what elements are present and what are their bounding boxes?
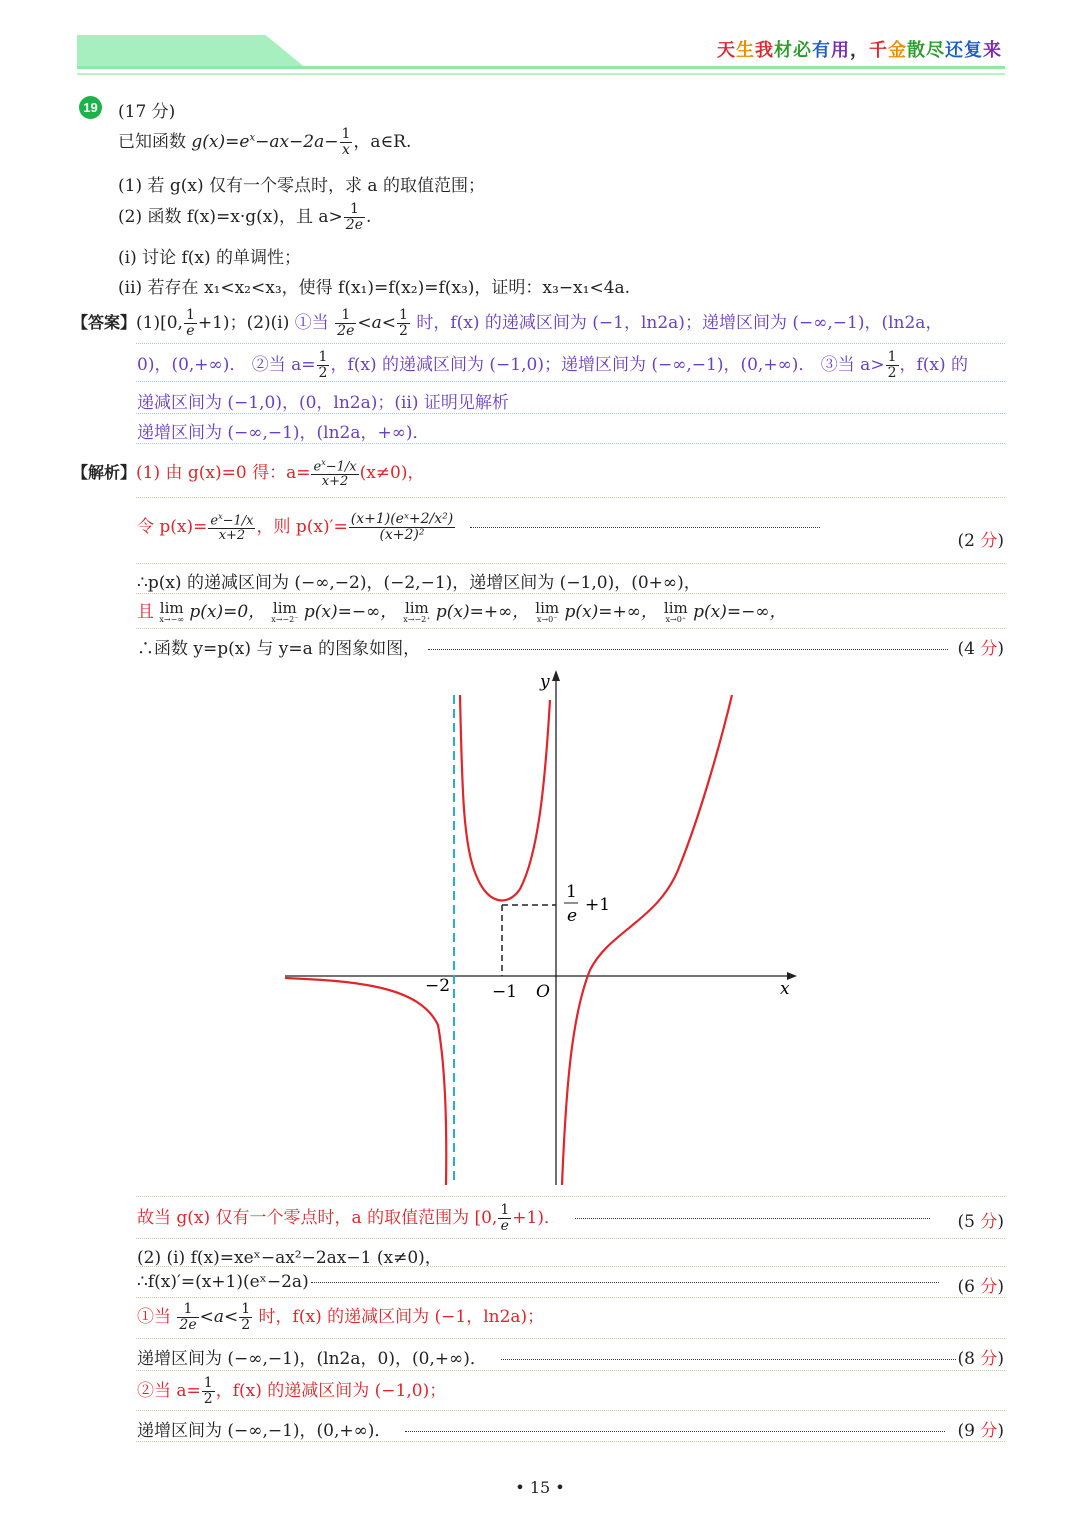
- solution-line-12: [137, 1416, 945, 1441]
- q2-frac-den: 2e: [345, 217, 363, 233]
- header-rule-thin: [77, 73, 1005, 75]
- answer-line-2: [137, 350, 968, 381]
- answer-l2-frac2-den: 2: [887, 365, 897, 381]
- score-8-text: (8 分): [957, 1349, 1004, 1369]
- header-motto: [717, 36, 1002, 62]
- solution-rule-10: [136, 1370, 1005, 1371]
- limit-expr: lim x→−2⁻: [271, 599, 299, 624]
- stem-frac-den: x: [342, 142, 350, 158]
- answer-l1-frac2-den: 2e: [337, 323, 355, 339]
- motto-char: 散: [907, 40, 926, 61]
- solution-rule-8: [136, 1297, 1005, 1298]
- stem-sup: x: [249, 132, 256, 144]
- stem-tail: ，a∈R.: [353, 132, 412, 152]
- solution-s12-text: 递增区间为 (−∞,−1)，(0,+∞)．: [137, 1421, 392, 1441]
- point-label-num: 1: [566, 882, 577, 902]
- motto-char: 我: [755, 40, 774, 61]
- solution-s9-b: <a<: [199, 1307, 239, 1327]
- answer-l1-c: ①当: [294, 313, 335, 333]
- solution-s9-a: ①当: [137, 1307, 177, 1327]
- motto-char: ，: [850, 40, 869, 61]
- solution-rule-4: [136, 628, 1005, 629]
- solution-s2-den: (x+2)²: [379, 527, 425, 543]
- limit-value: p(x)=+∞，: [430, 602, 530, 622]
- solution-s2-b: ，则 p(x)′=: [256, 517, 348, 537]
- y-axis-arrow: [552, 670, 560, 681]
- motto-char: 生: [736, 40, 755, 61]
- curve-right-branch: [562, 695, 732, 1185]
- answer-rule-1: [136, 343, 1005, 344]
- solution-rule-3: [136, 593, 1005, 594]
- motto-char: 材: [774, 40, 793, 61]
- problem-stem: [118, 127, 411, 158]
- q2-prefix: (2) 函数 f(x)=x·g(x)，且 a>: [118, 207, 343, 227]
- solution-s9-c: 时，f(x) 的递减区间为 (−1，ln2a)；: [253, 1307, 545, 1327]
- solution-line-8: [137, 1272, 939, 1292]
- solution-line-4: [137, 597, 793, 624]
- answer-rule-3: [136, 413, 1005, 414]
- solution-line-9: ①当 $\frac{1}{2e}$ <a< $\frac{1}{2}$ 时，f(x) 的递减区间为 (−1，ln2a)；: [137, 1301, 545, 1333]
- solution-line-11: ②当 a= $\frac{1}{2}$ ，f(x) 的递减区间为 (−1,0)；: [137, 1375, 447, 1407]
- solution-rule-5: [136, 1196, 1005, 1197]
- solution-line-10: [137, 1344, 956, 1369]
- motto-char: 尽: [926, 40, 945, 61]
- solution-s11-b: ，f(x) 的递减区间为 (−1,0)；: [215, 1381, 447, 1401]
- curve-middle-branch: [460, 695, 550, 901]
- limit-value: p(x)=0，: [184, 602, 266, 622]
- page-number: • 15 •: [515, 1478, 565, 1497]
- solution-s4-a: 且: [137, 602, 160, 622]
- motto-char: 必: [793, 40, 812, 61]
- point-label-den: e: [567, 906, 578, 926]
- limit-expr: lim x→0⁻: [535, 599, 560, 624]
- answer-l1-frac-num: 1: [185, 307, 195, 324]
- score-8: [958, 1344, 1005, 1369]
- answer-l2-c: ，f(x) 的: [899, 355, 969, 375]
- motto-char: 来: [983, 40, 1002, 61]
- solution-line-7: (2) (i) f(x)=xeˣ−ax²−2ax−1 (x≠0)，: [137, 1248, 442, 1268]
- score-9: [958, 1416, 1005, 1441]
- solution-s1-a: (1) 由 g(x)=0 得：a=: [136, 463, 311, 483]
- q2-tail: .: [366, 207, 372, 227]
- answer-l1-frac2-num: 1: [335, 308, 356, 324]
- answer-rule-4: [136, 443, 1005, 444]
- answer-l1-a: (1)[0,: [136, 313, 183, 333]
- score-5: [958, 1207, 1005, 1232]
- solution-line-5: [137, 634, 948, 659]
- score-6: [958, 1272, 1005, 1297]
- curve-left-branch: [285, 978, 446, 1185]
- stem-frac-num: 1: [341, 126, 351, 143]
- function-graph: [270, 665, 810, 1195]
- question-1: (1) 若 g(x) 仅有一个零点时，求 a 的取值范围；: [118, 176, 485, 196]
- answer-label: 【答案】: [72, 313, 137, 332]
- answer-l2-frac2-num: 1: [887, 349, 897, 366]
- answer-l1-frac3-num: 1: [399, 307, 408, 324]
- solution-rule-9: [136, 1338, 1005, 1339]
- question-2ii: (ii) 若存在 x₁<x₂<x₃，使得 f(x₁)=f(x₂)=f(x₃)，证明：x₃−x₁<4a.: [118, 278, 631, 298]
- limit-value: p(x)=−∞，: [687, 602, 787, 622]
- answer-l2-frac-num: 1: [318, 349, 328, 366]
- score-6-text: (6 分): [957, 1277, 1004, 1297]
- solution-rule-11: [136, 1410, 1005, 1411]
- solution-line-2: 令 p(x)= $\frac{e^x-1/x}{x+2}$ ，则 p(x)′= $\frac{\text{(x+1)(eˣ+2/x²)}}{\text{(x+2)²}}$: [137, 512, 820, 543]
- solution-s2-a: 令 p(x)=: [137, 517, 208, 537]
- x-axis-label: x: [780, 979, 790, 999]
- answer-rule-2: [136, 381, 1005, 382]
- tick-label-neg2: −2: [425, 976, 451, 996]
- solution-s11-a: ②当 a=: [137, 1381, 201, 1401]
- answer-line-1: [72, 308, 942, 339]
- answer-l2-a: 0)，(0,+∞)． ②当 a=: [137, 355, 316, 375]
- motto-char: 天: [717, 40, 736, 61]
- score-2: [958, 526, 1005, 551]
- answer-l1-b: +1)；(2)(i): [197, 313, 295, 333]
- solution-rule-12: [136, 1441, 1005, 1442]
- limit-value: p(x)=+∞，: [559, 602, 658, 622]
- answer-l1-frac3-den: 2: [399, 323, 408, 339]
- answer-line-3: 递减区间为 (−1,0)，(0，ln2a)；(ii) 证明见解析: [137, 393, 509, 413]
- motto-char: 有: [812, 40, 831, 61]
- solution-s8-text: ∴f(x)′=(x+1)(eˣ−2a): [137, 1272, 309, 1292]
- point-label-tail: +1: [585, 895, 611, 915]
- limit-value: p(x)=−∞，: [298, 602, 398, 622]
- answer-l1-e: 时，f(x) 的递减区间为 (−1，ln2a)；递增区间为 (−∞,−1)，(ln2a，: [410, 313, 943, 333]
- score-9-text: (9 分): [957, 1421, 1004, 1441]
- stem-prefix: 已知函数: [118, 132, 192, 152]
- solution-rule-1: [136, 497, 1005, 498]
- solution-s6-a: 故当 g(x) 仅有一个零点时，a 的取值范围为 [0,: [137, 1208, 498, 1228]
- question-2i: (i) 讨论 f(x) 的单调性；: [118, 248, 302, 268]
- header-rule: [77, 66, 1005, 69]
- solution-s6-b: +1)．: [512, 1208, 561, 1228]
- solution-rule-6: [136, 1238, 1005, 1239]
- motto-char: 金: [888, 40, 907, 61]
- solution-line-3: ∴p(x) 的递减区间为 (−∞,−2)，(−2,−1)，递增区间为 (−1,0)，(0+∞)，: [137, 573, 701, 593]
- solution-line-1: 【解析】(1) 由 g(x)=0 得：a= $\frac{e^x-1/x}{x+2}$ (x≠0)，: [72, 457, 425, 489]
- solution-s2-num: (x+1)(eˣ+2/x²): [350, 511, 454, 528]
- question-points: (17 分): [118, 102, 176, 122]
- motto-char: 用: [831, 40, 850, 61]
- q2-frac-num: 1: [344, 202, 365, 218]
- solution-rule-7: [136, 1266, 1005, 1267]
- question-number-badge: 19: [79, 96, 102, 119]
- limit-expr: lim x→−∞: [159, 599, 184, 624]
- limit-expr: lim x→−2⁺: [403, 599, 431, 624]
- stem-rest: −ax−2a−: [255, 132, 339, 152]
- solution-label: 【解析】: [72, 463, 137, 482]
- y-axis-label: y: [540, 672, 550, 692]
- limit-expr: lim x→0⁺: [663, 599, 688, 624]
- solution-line-6: 故当 g(x) 仅有一个零点时，a 的取值范围为 [0, $\frac{1}{e}$ +1)．: [137, 1203, 930, 1234]
- score-4-text: (4 分): [957, 639, 1004, 659]
- solution-s5-text: ∴函数 y=p(x) 与 y=a 的图象如图，: [137, 639, 421, 659]
- solution-s10-text: 递增区间为 (−∞,−1)，(ln2a，0)，(0,+∞)．: [137, 1349, 487, 1369]
- answer-l2-frac-den: 2: [318, 365, 328, 381]
- answer-l2-b: ，f(x) 的递减区间为 (−1,0)；递增区间为 (−∞,−1)，(0,+∞)． ③当 a>: [330, 355, 885, 375]
- score-2-text: (2 分): [957, 531, 1004, 551]
- origin-label: O: [536, 982, 550, 1002]
- motto-char: 还: [945, 40, 964, 61]
- stem-func: g(x)=e: [191, 132, 250, 152]
- solution-rule-2: [136, 563, 1005, 564]
- score-5-text: (5 分): [957, 1212, 1004, 1232]
- tick-label-neg1: −1: [492, 982, 518, 1002]
- answer-line-4: 递增区间为 (−∞,−1)，(ln2a，+∞)．: [137, 423, 430, 443]
- answer-l1-d: <a<: [357, 313, 396, 333]
- question-2: [118, 202, 371, 233]
- motto-char: 千: [869, 40, 888, 61]
- answer-l1-frac-den: e: [186, 323, 195, 339]
- score-4: [958, 634, 1005, 659]
- motto-char: 复: [964, 40, 983, 61]
- solution-s1-tail: (x≠0)，: [359, 463, 425, 483]
- limit-list: [159, 599, 792, 624]
